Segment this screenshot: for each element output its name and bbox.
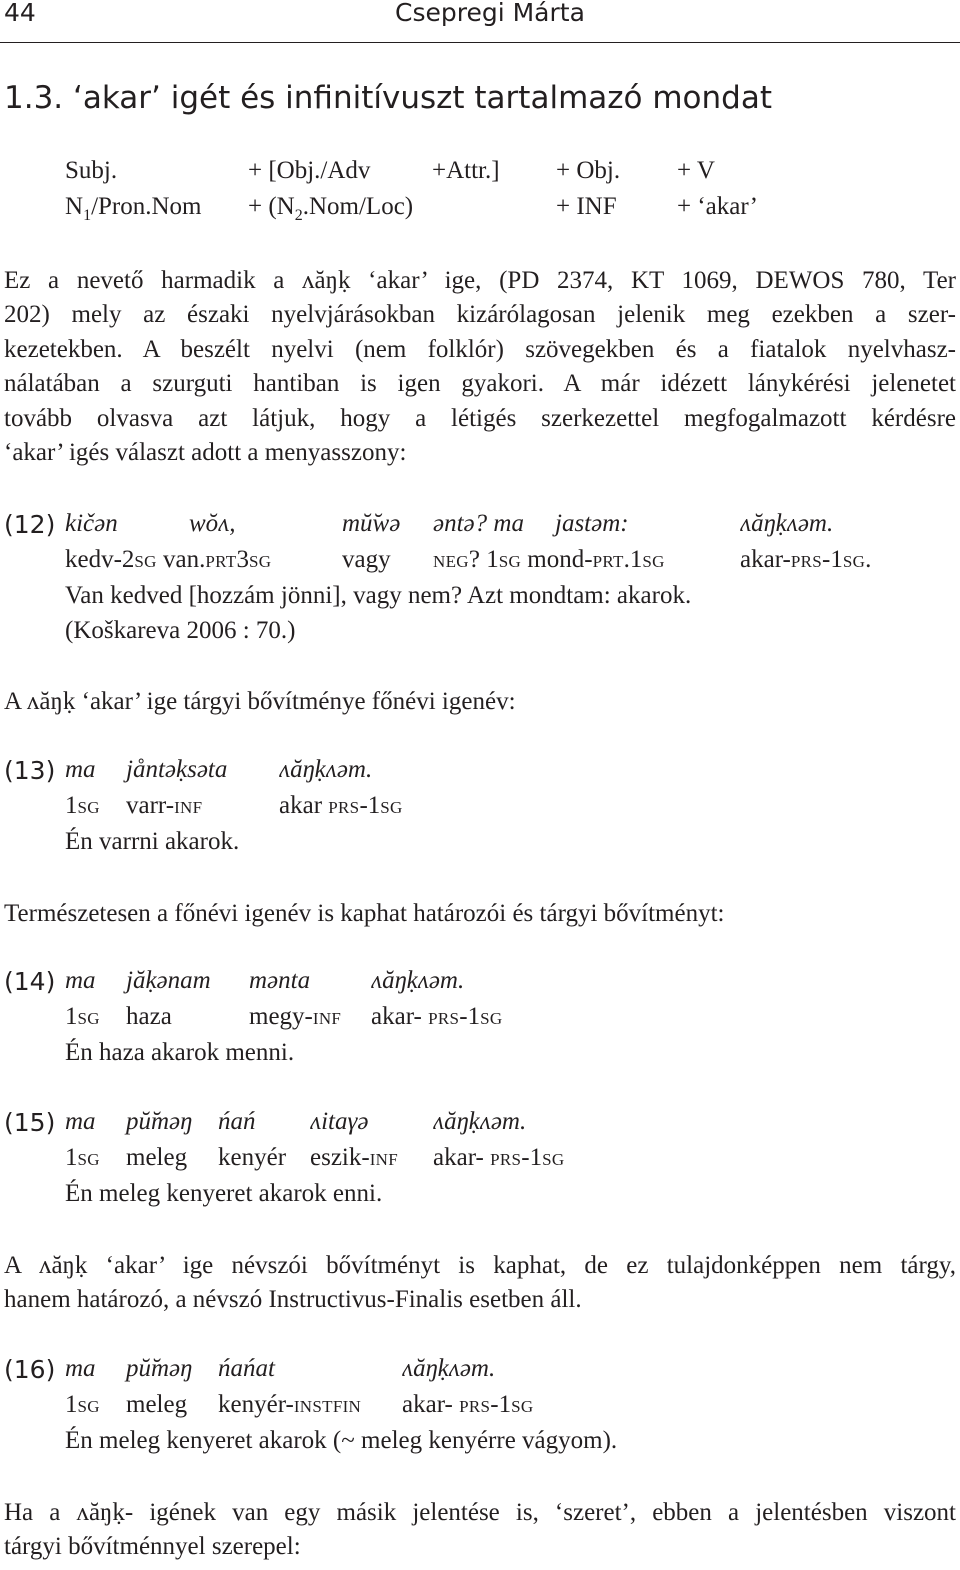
gloss (433, 546, 665, 574)
text-line: ‘akar’ igés választ adott a menyasszony: (4, 438, 407, 466)
word: ma (65, 756, 96, 783)
text-line: A ʌăŋḳ ‘akar’ ige névszói bővítményt is kaphat, de ez tulajdonképpen nem tárgy, (4, 1252, 956, 1279)
gloss-part: akar- (402, 1391, 460, 1418)
gloss-abbr: NEG (433, 552, 469, 571)
text-line: tovább olvasva azt látjuk, hogy a létigés szerkezettel megfogalmazott kérdésre (4, 404, 956, 432)
gloss-part: . (865, 546, 872, 573)
schema-pron: /Pron.Nom (91, 193, 202, 220)
gloss-abbr: SG (642, 552, 665, 571)
word: ʌăŋḳʌəm. (279, 756, 373, 783)
text-line: hanem határozó, a névszó Instructivus-Finalis esetben áll. (4, 1286, 582, 1314)
gloss-part: akar (279, 792, 329, 819)
word: pŭ̆məŋ (126, 1355, 193, 1382)
schema-cell: + ‘akar’ (677, 193, 758, 220)
paragraph-1 (4, 264, 956, 470)
schema-cell: + [Obj./Adv (248, 157, 371, 184)
gloss (310, 1144, 398, 1172)
word: wŏʌ, (189, 510, 236, 537)
schema-n2: + (N (248, 193, 295, 220)
schema-nomloc: .Nom/Loc) (302, 193, 414, 220)
gloss-part: 1 (65, 1003, 78, 1030)
gloss-part: .1 (623, 546, 643, 573)
example-number: (14) (4, 967, 56, 996)
word: ʌăŋḳʌəm. (433, 1108, 527, 1135)
example-number: (12) (4, 510, 56, 539)
gloss-part: 3 (236, 546, 249, 573)
gloss-part: -1 (459, 1003, 481, 1030)
text-line: Ez a nevető harmadik a ʌăŋḳ ‘akar’ ige, (PD 2374, KT 1069, DEWOS 780, Ter (4, 267, 956, 294)
example-translation: Van kedved [hozzám jönni], vagy nem? Azt mondtam: akarok. (65, 582, 692, 609)
word: jåntəḳsəta (126, 756, 228, 783)
gloss-abbr: INSTFIN (293, 1397, 362, 1416)
gloss-abbr: PRT (205, 552, 237, 571)
text-line: tárgyi bővítménnyel szerepel: (4, 1533, 301, 1561)
gloss (65, 792, 100, 820)
gloss-abbr: PRS (459, 1397, 491, 1416)
example-translation: Én varrni akarok. (65, 828, 240, 855)
gloss-abbr: PRT (592, 552, 624, 571)
gloss-abbr: SG (498, 552, 522, 571)
gloss-abbr: SG (511, 1397, 534, 1416)
gloss-part: akar- (371, 1003, 429, 1030)
gloss (279, 792, 403, 820)
gloss (218, 1391, 361, 1419)
paragraph-5 (4, 1496, 956, 1565)
word: kičən (65, 510, 118, 537)
gloss (65, 1391, 100, 1419)
gloss (65, 546, 271, 574)
text-line: nálatában a szurguti hantiban is igen gyakori. A már idézett lánykérési jelenetet (4, 370, 956, 398)
schema-n: N (65, 193, 84, 220)
gloss-part: -1 (521, 1144, 543, 1171)
example-number: (16) (4, 1355, 56, 1384)
gloss-abbr: SG (480, 1009, 503, 1028)
paragraph-2 (4, 685, 956, 719)
word: ma (65, 1355, 96, 1382)
gloss-part: van. (156, 546, 206, 573)
word: jăḳənam (126, 967, 211, 994)
gloss (371, 1003, 502, 1031)
gloss-part: mond- (521, 546, 593, 573)
word: ʌăŋḳʌəm. (402, 1355, 496, 1382)
schema-cell: + Obj. (556, 157, 621, 184)
schema-cell: + INF (556, 193, 617, 220)
gloss (249, 1003, 341, 1031)
running-head: Csepregi Márta (395, 0, 585, 27)
word: ʌăŋḳʌəm. (740, 510, 834, 537)
gloss (402, 1391, 533, 1419)
gloss-abbr: SG (77, 1009, 100, 1028)
text-line: kezetekben. A beszélt nyelvi (nem folklór) szövegekben és a fiatalok nyelvhasz- (4, 335, 956, 363)
gloss-part: kenyér- (218, 1391, 294, 1418)
gloss-abbr: INF (174, 798, 203, 817)
page-header (0, 0, 960, 28)
gloss-part: 1 (65, 1144, 78, 1171)
gloss-part: 1 (65, 792, 78, 819)
gloss (433, 1144, 564, 1172)
schema-cell: Subj. (65, 157, 118, 184)
gloss: meleg (126, 1391, 188, 1418)
gloss-abbr: SG (542, 1150, 565, 1169)
example-translation: Én meleg kenyeret akarok enni. (65, 1180, 383, 1207)
word: jastəm: (555, 510, 629, 537)
gloss-abbr: INF (312, 1009, 342, 1028)
gloss (65, 1144, 100, 1172)
gloss-abbr: PRS (490, 1150, 522, 1169)
gloss: meleg (126, 1144, 188, 1171)
gloss-abbr: INF (369, 1150, 398, 1169)
gloss-part: -1 (822, 546, 843, 573)
gloss-part: eszik- (310, 1144, 370, 1171)
schema-sub: 1 (83, 207, 92, 224)
gloss-part: kedv-2 (65, 546, 135, 573)
text-line: Ha a ʌăŋḳ- igének van egy másik jelentése is, ‘szeret’, ebben a jelentésben viszont (4, 1499, 956, 1526)
schema-cell (65, 193, 202, 225)
schema-cell: +Attr.] (432, 157, 500, 184)
section-title: 1.3. ‘akar’ igét és infinitívuszt tartalmazó mondat (4, 80, 772, 116)
example-number: (13) (4, 756, 56, 785)
example-source: (Koškareva 2006 : 70.) (65, 617, 296, 644)
gloss-abbr: PRS (428, 1009, 460, 1028)
gloss-abbr: SG (77, 1397, 100, 1416)
gloss-abbr: SG (248, 552, 272, 571)
gloss (126, 792, 202, 820)
schema-cell: + V (677, 157, 715, 184)
page-number: 44 (4, 0, 36, 27)
schema-sub: 2 (294, 207, 303, 224)
gloss-part: akar- (433, 1144, 491, 1171)
word: ʌăŋḳʌəm. (371, 967, 465, 994)
gloss-abbr: PRS (328, 798, 360, 817)
word: ma (65, 1108, 96, 1135)
word: əntə? ma (433, 510, 524, 537)
gloss-abbr: SG (77, 798, 100, 817)
gloss-part: megy- (249, 1003, 313, 1030)
text-line: 202) mely az északi nyelvjárásokban kizárólagosan jelenik meg ezekben a szer- (4, 301, 956, 329)
gloss-part: 1 (65, 1391, 78, 1418)
gloss-part: varr- (126, 792, 175, 819)
gloss-part: -1 (490, 1391, 512, 1418)
paragraph-4 (4, 1249, 956, 1318)
gloss-abbr: SG (842, 552, 866, 571)
schema-cell (248, 193, 413, 225)
paragraph-3 (4, 897, 956, 931)
gloss: vagy (342, 546, 391, 573)
text-line: A ʌăŋḳ ‘akar’ ige tárgyi bővítménye főnévi igenév: (4, 688, 516, 715)
word: mənta (249, 967, 311, 994)
header-rule (0, 42, 960, 43)
example-translation: Én meleg kenyeret akarok (~ meleg kenyérre vágyom). (65, 1427, 618, 1454)
example-translation: Én haza akarok menni. (65, 1039, 295, 1066)
gloss-part: akar- (740, 546, 791, 573)
gloss: haza (126, 1003, 172, 1030)
word: ma (65, 967, 96, 994)
word: ʌitaγə (310, 1108, 369, 1135)
word: ńań (218, 1108, 256, 1135)
gloss-part: -1 (359, 792, 381, 819)
word: ńańat (218, 1355, 275, 1382)
gloss-abbr: PRS (790, 552, 822, 571)
gloss-abbr: SG (134, 552, 157, 571)
gloss-part: ? 1 (468, 546, 499, 573)
word: pŭ̆məŋ (126, 1108, 193, 1135)
gloss-abbr: SG (380, 798, 403, 817)
gloss-abbr: SG (77, 1150, 100, 1169)
gloss: kenyér (218, 1144, 287, 1171)
example-number: (15) (4, 1108, 56, 1137)
word: mŭ̆wə (342, 510, 401, 537)
text-line: Természetesen a főnévi igenév is kaphat határozói és tárgyi bővítményt: (4, 900, 725, 927)
gloss (740, 546, 871, 574)
gloss (65, 1003, 100, 1031)
